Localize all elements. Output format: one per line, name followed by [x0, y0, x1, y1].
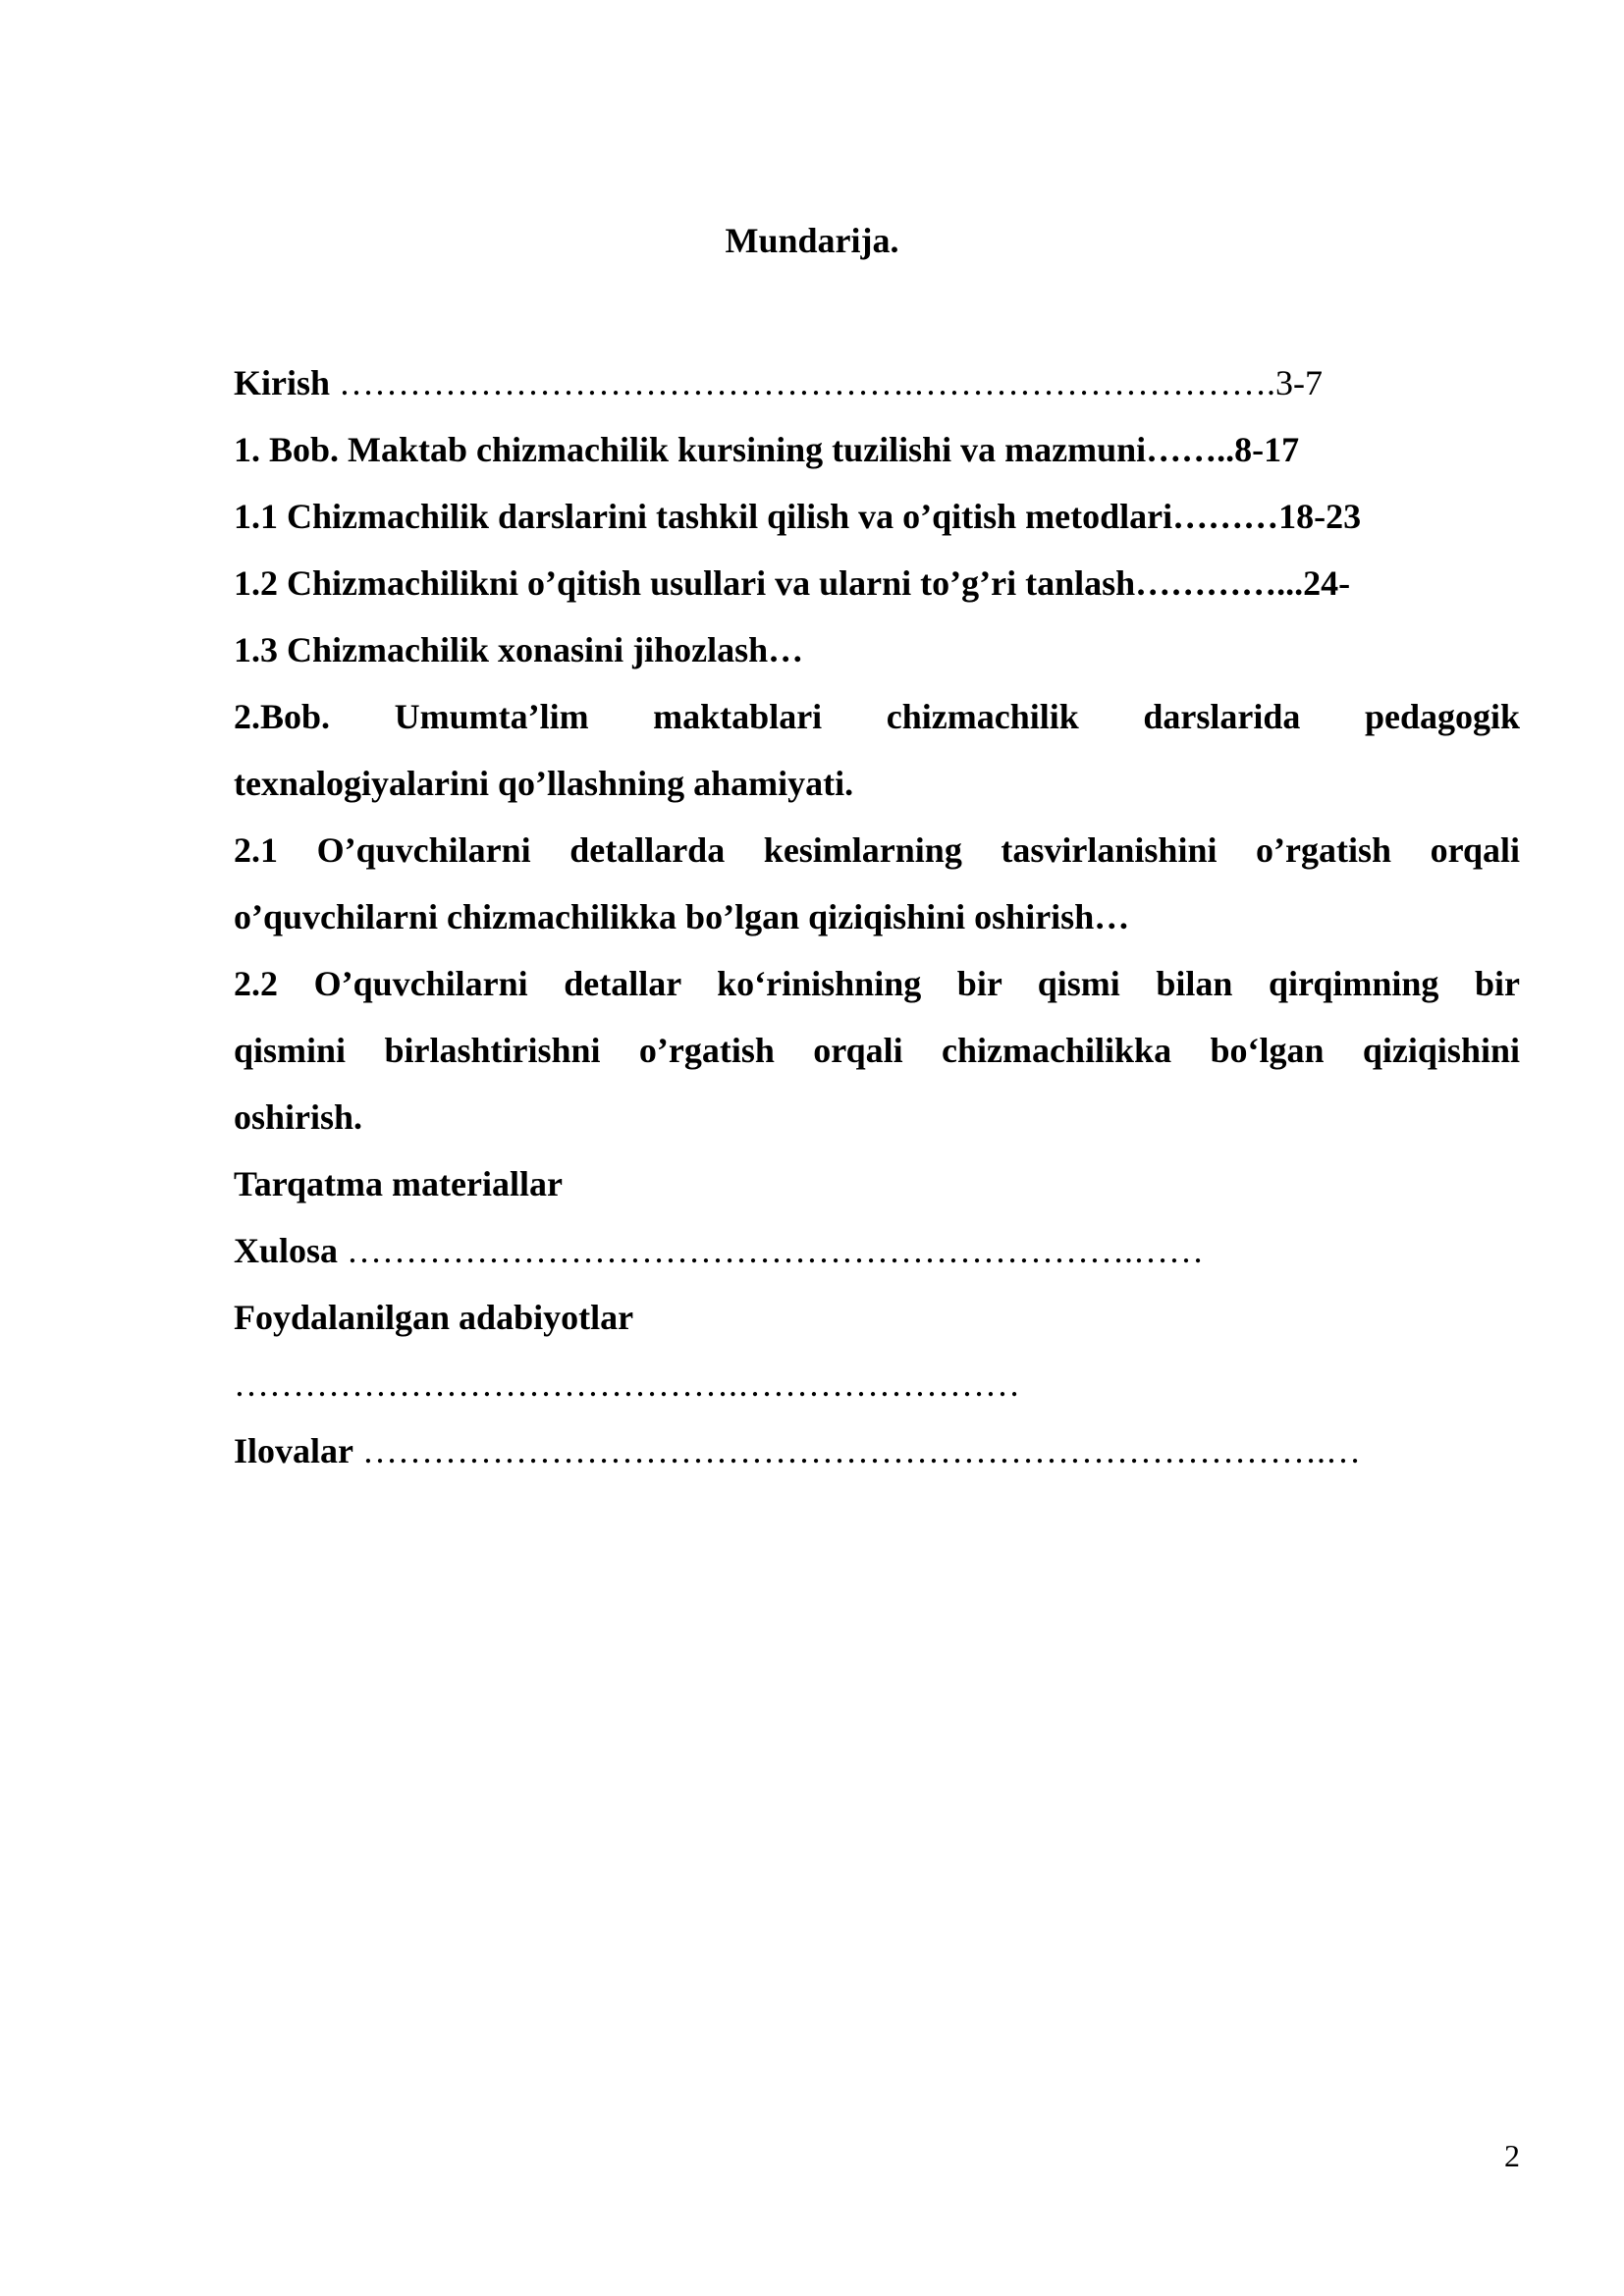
toc-entry-line: texnalogiyalarini qo’llashning ahamiyati. [234, 764, 854, 803]
toc-entry-xulosa [234, 1217, 1520, 1284]
toc-entry-bob-2 [234, 683, 1520, 817]
toc-entry-section-1-1: 1.1 Chizmachilik darslarini tashkil qilish va o’qitish metodlari………18-23 [234, 497, 1362, 536]
toc-entry-tarqatma: Tarqatma materiallar [234, 1164, 563, 1203]
toc-entry-section-2-2 [234, 950, 1520, 1150]
toc-entry-line: 2.Bob. Umumta’lim maktablari chizmachilik darslarida pedagogik [234, 697, 1520, 736]
toc-entry-section-1-3: 1.3 Chizmachilik xonasini jihozlash… [234, 630, 804, 669]
toc-entry-label: Kirish [234, 363, 331, 402]
toc-entry-line: qismini birlashtirishni o’rgatish orqali chizmachilikka boʻlgan qiziqishini [234, 1031, 1520, 1070]
toc-entry-line: 2.2 O’quvchilarni detallar koʻrinishning bir qismi bilan qirqimning bir [234, 964, 1520, 1003]
toc-entry-foydalanilgan [234, 1284, 1520, 1417]
toc-entry-label: Xulosa [234, 1231, 339, 1270]
table-of-contents [234, 349, 1520, 1484]
toc-entry-leader: ……………………………………………………………………….… [362, 1431, 1361, 1470]
toc-entry-label: Ilovalar [234, 1431, 353, 1470]
toc-entry-bob-1: 1. Bob. Maktab chizmachilik kursining tuzilishi va mazmuni……..8-17 [234, 430, 1300, 469]
toc-entry-line: 2.1 O’quvchilarni detallarda kesimlarning tasvirlanishini o’rgatish orqali [234, 830, 1520, 870]
page-number: 2 [1504, 2138, 1520, 2173]
toc-entry-line: o’quvchilarni chizmachilikka bo’lgan qiziqishini oshirish… [234, 897, 1130, 936]
page-title: Mundarija. [725, 221, 899, 260]
toc-entry-label: Foydalanilgan adabiyotlar [234, 1298, 634, 1337]
toc-entry-line: oshirish. [234, 1097, 363, 1137]
toc-entry-section-2-1 [234, 817, 1520, 950]
toc-entry-leader: ………………………………………….………………………….3-7 [339, 363, 1324, 402]
toc-entry-leader: …………………………………….…………………… [234, 1364, 1020, 1404]
toc-entry-ilovalar [234, 1417, 1520, 1484]
toc-entry-kirish [234, 349, 1520, 416]
toc-entry-section-1-2: 1.2 Chizmachilikni o’qitish usullari va ularni to’g’ri tanlash…………...24- [234, 563, 1351, 603]
toc-entry-leader: ………………………………………………………….…… [347, 1231, 1205, 1270]
